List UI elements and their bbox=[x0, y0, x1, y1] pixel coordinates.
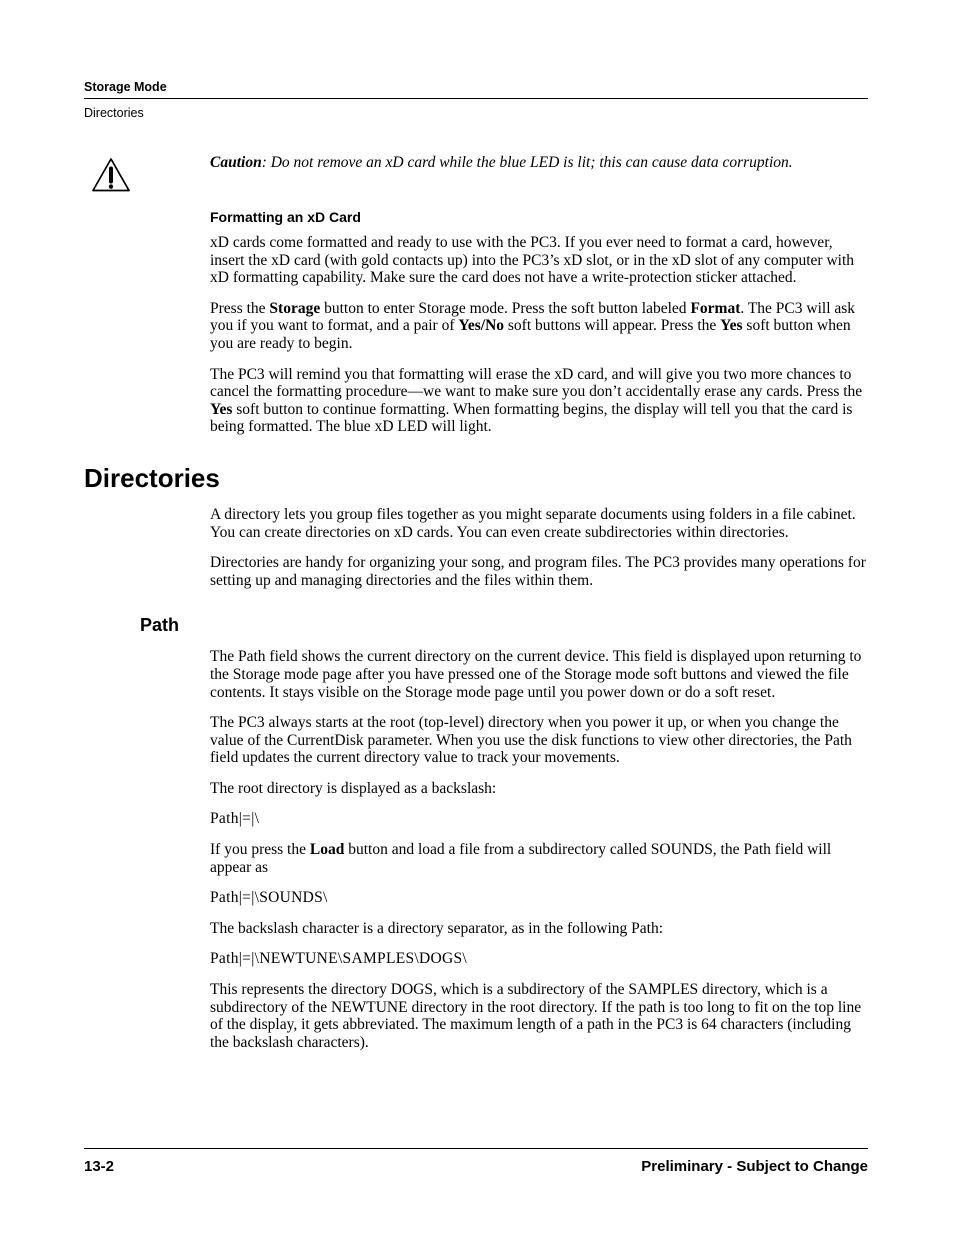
footer-row bbox=[84, 1149, 868, 1175]
page-content bbox=[84, 80, 868, 1051]
path-paragraph-1: The Path field shows the current directory on the current device. This field is displayed upon returning to the Storage mode page after you have pressed one of the Storage mode soft buttons and viewed the file contents. It stays visible on the Storage mode page until you power down or do a soft reset. bbox=[210, 648, 862, 701]
path-value-nested: Path|=|\NEWTUNE\SAMPLES\DOGS\ bbox=[210, 950, 468, 968]
path-paragraph-2: The PC3 always starts at the root (top-level) directory when you power it up, or when you change the value of the CurrentDisk parameter. When you use the disk functions to view other directories, the Path field updates the current directory value to track your movements. bbox=[210, 714, 852, 767]
running-header bbox=[84, 80, 868, 120]
caution-icon bbox=[91, 157, 131, 193]
path-section bbox=[210, 648, 868, 1051]
page-footer bbox=[84, 1148, 868, 1175]
caution-icon-cell bbox=[84, 154, 210, 193]
directories-paragraph-1: A directory lets you group files together as you might separate documents using folders in a file cabinet. You can create directories on xD cards. You can even create subdirectories within directories. bbox=[210, 505, 856, 541]
caution-note bbox=[84, 154, 868, 193]
formatting-section bbox=[210, 209, 868, 436]
path-heading: Path bbox=[140, 615, 180, 636]
path-paragraph-3: The root directory is displayed as a backslash: bbox=[210, 779, 497, 797]
path-value-root: Path|=|\ bbox=[210, 810, 260, 828]
formatting-heading: Formatting an xD Card bbox=[210, 209, 361, 225]
footer-note: Preliminary - Subject to Change bbox=[641, 1158, 868, 1175]
page-number: 13-2 bbox=[84, 1158, 115, 1175]
directories-heading: Directories bbox=[84, 462, 220, 493]
directories-paragraph-2: Directories are handy for organizing your song, and program files. The PC3 provides many operations for setting up and managing directories and the files within them. bbox=[210, 554, 866, 589]
path-paragraph-4: If you press the Load button and load a file from a subdirectory called SOUNDS, the Path field will appear as bbox=[210, 841, 832, 876]
formatting-paragraph-1: xD cards come formatted and ready to use with the PC3. If you ever need to format a card, however, insert the xD card (with gold contacts up) into the PC3’s xD slot, or in the xD slot of any computer with xD formatting capability. Make sure the card does not have a write-protection sticker attached. bbox=[210, 234, 855, 287]
path-value-sounds: Path|=|\SOUNDS\ bbox=[210, 889, 328, 907]
path-paragraph-5: The backslash character is a directory separator, as in the following Path: bbox=[210, 919, 664, 937]
header-rule bbox=[84, 98, 868, 99]
formatting-paragraph-3: The PC3 will remind you that formatting will erase the xD card, and will give you two more chances to cancel the formatting procedure—we want to make sure you don’t accidentally erase any cards. Press the Yes soft button to continue formatting. When formatting begins, the display will tell you that the card is being formatted. The blue xD LED will light. bbox=[210, 365, 863, 436]
caution-text: Caution: Do not remove an xD card while the blue LED is lit; this can cause data corruption. bbox=[210, 154, 793, 171]
directories-section bbox=[210, 506, 868, 589]
formatting-paragraph-2: Press the Storage button to enter Storage mode. Press the soft button labeled Format. The PC3 will ask you if you want to format, and a pair of Yes/No soft buttons will appear. Press the Yes soft button when you are ready to begin. bbox=[210, 299, 856, 352]
header-section-title: Storage Mode bbox=[84, 80, 167, 94]
path-paragraph-6: This represents the directory DOGS, which is a subdirectory of the SAMPLES directory, which is a subdirectory of the NEWTUNE directory in the root directory. If the path is too long to fit on the top line of the display, it gets abbreviated. The maximum length of a path in the PC3 is 64 characters (including the backslash characters). bbox=[210, 981, 862, 1051]
header-subsection-title: Directories bbox=[84, 106, 144, 120]
